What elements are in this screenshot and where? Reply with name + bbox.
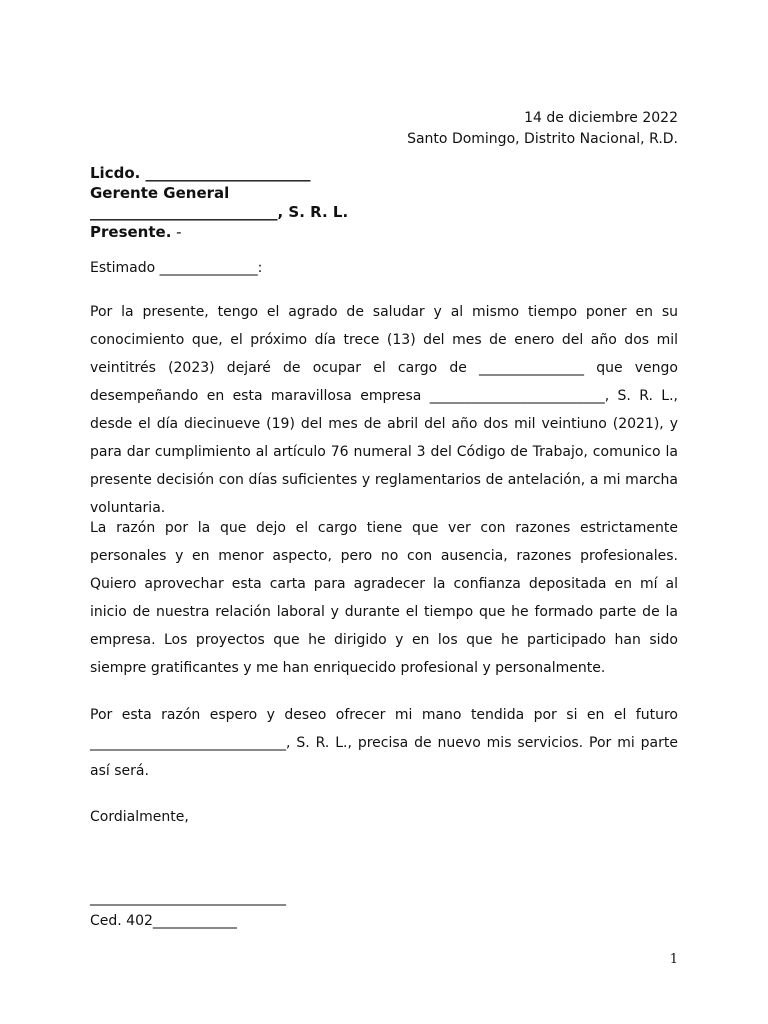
signature-line: ____________________________ — [90, 890, 286, 906]
presente-label: Presente. — [90, 222, 172, 241]
recipient-company-line: _________________________, S. R. L. — [90, 203, 349, 221]
letter-location: Santo Domingo, Distrito Nacional, R.D. — [407, 131, 678, 147]
body-paragraph-3: Por esta razón espero y deseo ofrecer mi mano tendida por si en el futuro ____________________________, S. R. L., precisa de nuevo mis servicios. Por mi parte así será. — [90, 707, 678, 779]
closing: Cordialmente, — [90, 809, 189, 825]
recipient-title-line: Licdo. ______________________ — [90, 164, 311, 182]
letter-date: 14 de diciembre 2022 — [524, 110, 678, 126]
page-number: 1 — [669, 952, 678, 967]
recipient-block — [90, 164, 348, 242]
salutation: Estimado ______________: — [90, 260, 263, 276]
recipient-presente — [90, 223, 348, 243]
body-paragraph-2: La razón por la que dejo el cargo tiene que ver con razones estrictamente personales y en menor aspecto, pero no con ausencia, razones profesionales. Quiero aprovechar esta carta para agradecer la confianza depositada en mí al inicio de nuestra relación laboral y durante el tiempo que he formado parte de la empresa. Los proyectos que he dirigido y en los que he participado han sido siempre gratificantes y me han enriquecido profesional y personalmente. — [90, 520, 678, 676]
letter-header — [407, 108, 678, 150]
body-paragraph-1: Por la presente, tengo el agrado de saludar y al mismo tiempo poner en su conocimiento que, el próximo día trece (13) del mes de enero del año dos mil veintitrés (2023) dejaré de ocupar el cargo de _______________ que vengo desempeñando en esta maravillosa empresa _________________________, S. R. L., desde el día diecinueve (19) del mes de abril del año dos mil veintiuno (2021), y para dar cumplimiento al artículo 76 numeral 3 del Código de Trabajo, comunico la presente decisión con días suficientes y reglamentarios de antelación, a mi marcha voluntaria. — [90, 304, 678, 516]
cedula-line: Ced. 402____________ — [90, 913, 237, 929]
presente-dash: - — [171, 222, 182, 241]
recipient-position: Gerente General — [90, 183, 230, 202]
